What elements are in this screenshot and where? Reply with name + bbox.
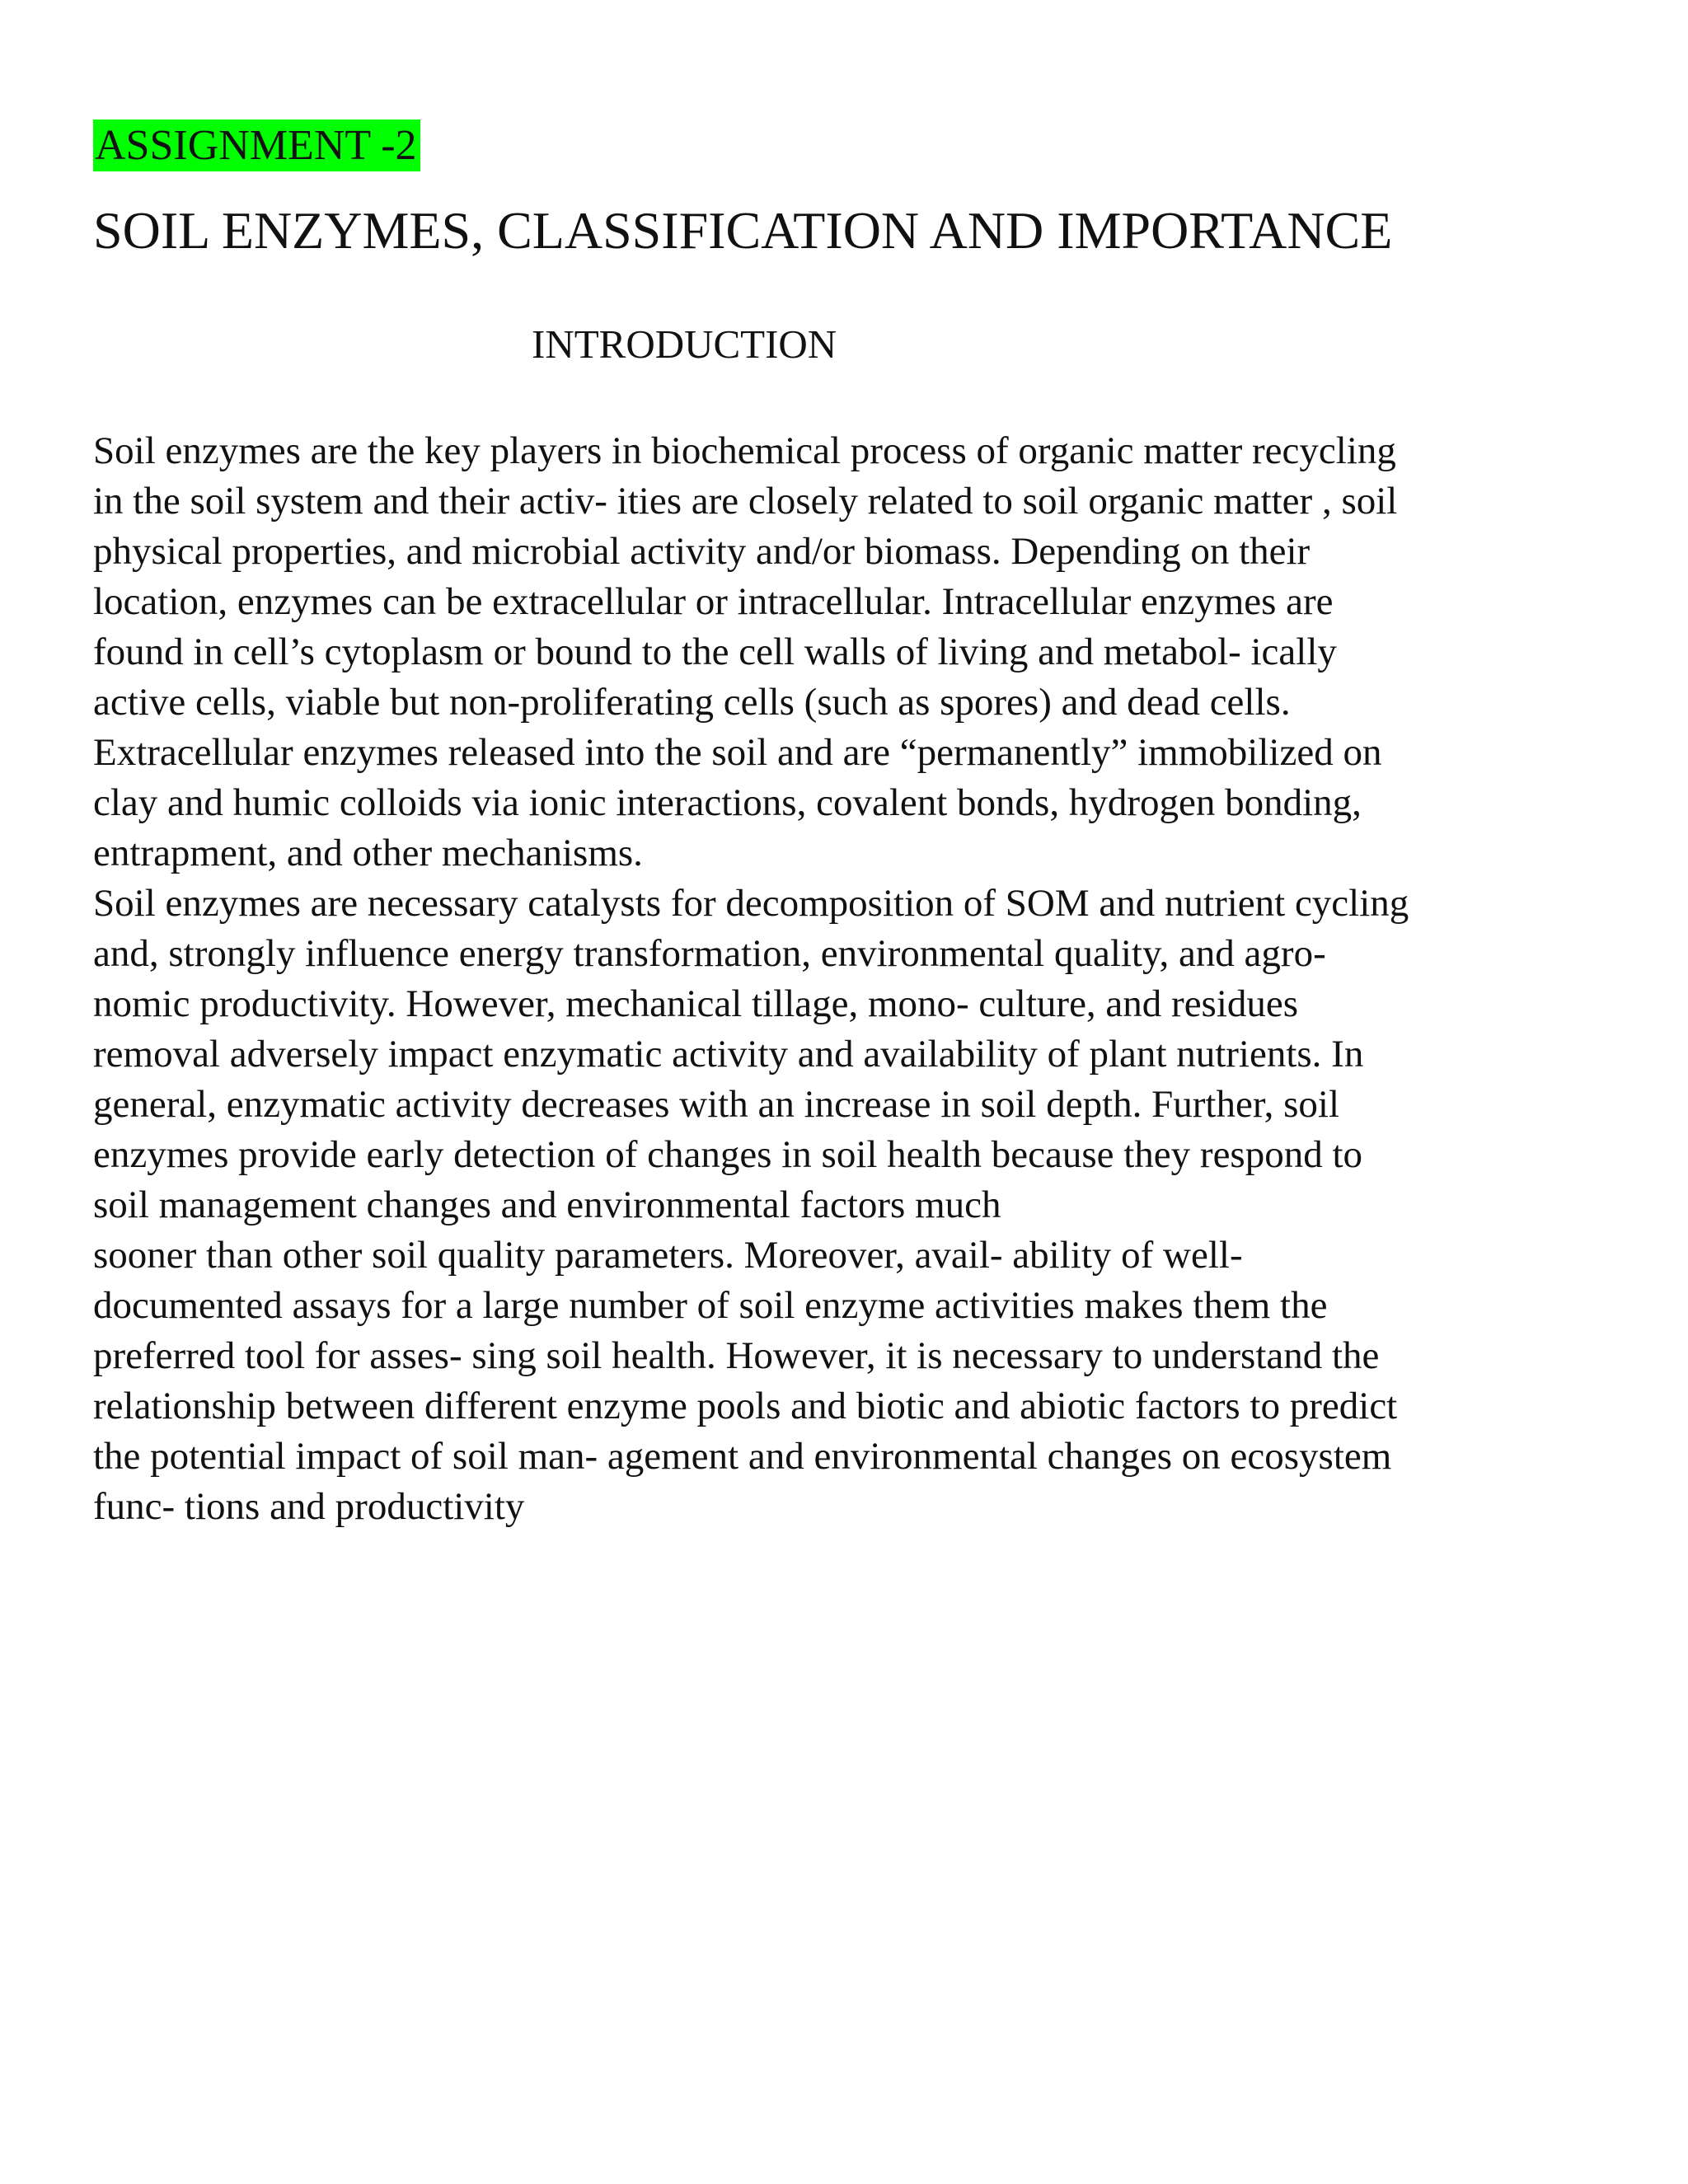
body-line: nomic productivity. However, mechanical tillage, mono- culture, and residues [93,982,1299,1025]
body-line: active cells, viable but non-proliferating cells (such as spores) and dead cells. [93,681,1291,724]
body-line: found in cell’s cytoplasm or bound to the cell walls of living and metabol- ically [93,630,1337,673]
body-line: in the soil system and their activ- ities are closely related to soil organic matter , soil [93,480,1398,523]
body-line: clay and humic colloids via ionic interactions, covalent bonds, hydrogen bonding, [93,781,1362,824]
body-line: soil management changes and environmental factors much [93,1183,1001,1226]
body-text [93,426,1643,1532]
body-line: Soil enzymes are the key players in biochemical process of organic matter recycling [93,429,1396,472]
body-line: preferred tool for asses- sing soil health. However, it is necessary to understand the [93,1334,1380,1377]
body-line: and, strongly influence energy transformation, environmental quality, and agro- [93,932,1326,975]
body-line: Extracellular enzymes released into the soil and are “permanently” immobilized on [93,731,1382,774]
body-line: enzymes provide early detection of changes in soil health because they respond to [93,1133,1363,1176]
body-line: physical properties, and microbial activity and/or biomass. Depending on their [93,530,1311,573]
body-line: Soil enzymes are necessary catalysts for decomposition of SOM and nutrient cycling [93,882,1409,925]
body-line: removal adversely impact enzymatic activity and availability of plant nutrients. In [93,1033,1364,1076]
body-line: documented assays for a large number of soil enzyme activities makes them the [93,1284,1328,1327]
body-line: general, enzymatic activity decreases with an increase in soil depth. Further, soil [93,1083,1340,1126]
body-line: entrapment, and other mechanisms. [93,832,643,874]
section-heading: INTRODUCTION [532,321,837,367]
assignment-label: ASSIGNMENT -2 [93,120,420,171]
body-line: sooner than other soil quality parameters. Moreover, avail- ability of well- [93,1234,1243,1277]
document-title: SOIL ENZYMES, CLASSIFICATION AND IMPORTANCE [93,201,1393,260]
body-line: the potential impact of soil man- agement and environmental changes on ecosystem [93,1435,1392,1478]
body-line: relationship between different enzyme pools and biotic and abiotic factors to predict [93,1385,1398,1427]
body-line: func- tions and productivity [93,1485,525,1528]
body-line: location, enzymes can be extracellular or intracellular. Intracellular enzymes are [93,580,1334,623]
